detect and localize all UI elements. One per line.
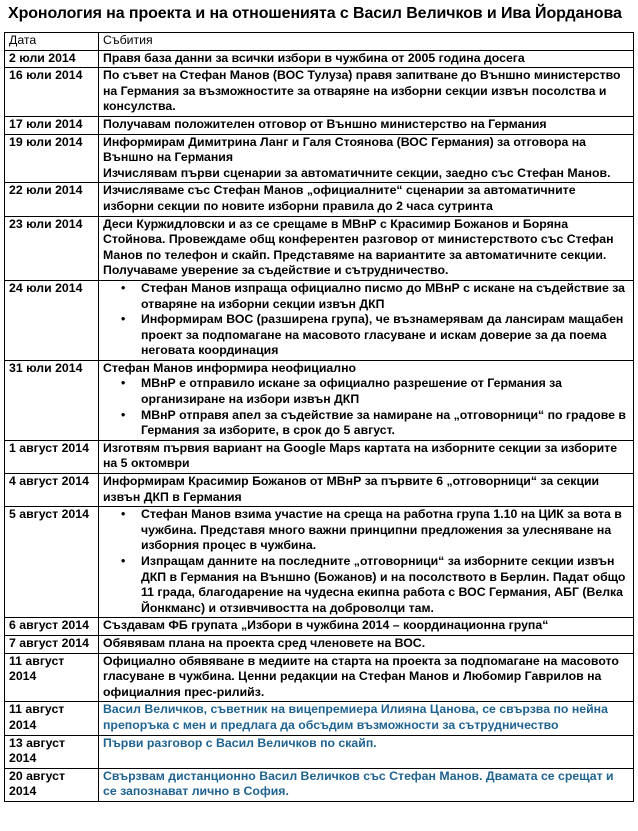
table-row bbox=[5, 183, 634, 216]
table-row bbox=[5, 653, 634, 702]
row-date: 6 август 2014 bbox=[5, 618, 99, 636]
event-bullet: • Информирам ВОС (разширена група), че възнамерявам да лансирам мащабен проект за подпомагане на масовото гласуване и искам доверие за да поема неговата координация bbox=[141, 312, 629, 359]
event-bullet-list bbox=[103, 507, 629, 616]
table-row bbox=[5, 360, 634, 440]
event-text: Създавам ФБ групата „Избори в чужбина 2014 – координационна група“ bbox=[103, 618, 549, 633]
table-row bbox=[5, 735, 634, 768]
row-events bbox=[99, 768, 634, 801]
event-text: Стефан Манов информира неофициално bbox=[103, 360, 357, 375]
row-date: 1 август 2014 bbox=[5, 440, 99, 473]
event-bullet: • Стефан Манов взима участие на среща на работна група 1.10 на ЦИК за вота в чужбина. Представя много важни принципни предложения за улесняване на изборния процес в чужбина. bbox=[141, 507, 629, 554]
event-text: Деси Куржидловски и аз се срещаме в МВнР с Красимир Божанов и Боряна Стойнова. Провеждаме общ конферентен разговор от министерството със Стефан Манов по телефон и скайп. Представяме на вариантите за автоматичните секции. Получаваме уверение за съдействие и сътрудничество. bbox=[103, 216, 614, 278]
event-text: Информирам Димитрина Ланг и Галя Стоянова (ВОС Германия) за отговора на Външно на Германия bbox=[103, 134, 586, 165]
table-row bbox=[5, 440, 634, 473]
row-events bbox=[99, 702, 634, 735]
table-row bbox=[5, 507, 634, 618]
event-text: Първи разговор с Васил Величков по скайп. bbox=[103, 735, 377, 750]
row-date: 31 юли 2014 bbox=[5, 360, 99, 440]
row-date: 7 август 2014 bbox=[5, 635, 99, 653]
event-text: По съвет на Стефан Манов (ВОС Тулуза) правя запитване до Външно министерство на Германия за възможностите за отваряне на изборни секции извън посолства и консулства. bbox=[103, 68, 621, 114]
table-row bbox=[5, 280, 634, 360]
event-text: Изчислявам първи сценарии за автоматичните секции, заедно със Стефан Манов. bbox=[103, 165, 611, 180]
header-events: Събития bbox=[99, 33, 634, 51]
row-events bbox=[99, 474, 634, 507]
row-events bbox=[99, 280, 634, 360]
event-bullet-list bbox=[103, 281, 629, 359]
table-row bbox=[5, 134, 634, 183]
event-bullet-list bbox=[103, 376, 629, 438]
row-date: 16 юли 2014 bbox=[5, 68, 99, 117]
row-events bbox=[99, 618, 634, 636]
event-text: Правя база данни за всички избори в чужбина от 2005 година досега bbox=[103, 50, 525, 65]
event-text: Изготвям първия вариант на Google Maps картата на изборните секции за изборите на 5 октомври bbox=[103, 440, 618, 471]
row-date: 17 юли 2014 bbox=[5, 116, 99, 134]
row-date: 13 август 2014 bbox=[5, 735, 99, 768]
row-events bbox=[99, 653, 634, 702]
row-date: 23 юли 2014 bbox=[5, 216, 99, 280]
chronology-table bbox=[4, 32, 634, 802]
table-row bbox=[5, 618, 634, 636]
row-events bbox=[99, 216, 634, 280]
event-text: Изчисляваме със Стефан Манов „официалните“ сценарии за автоматичните изборни секции по новите изборни правила до 2 часа сутринта bbox=[103, 183, 576, 213]
row-date: 2 юли 2014 bbox=[5, 50, 99, 68]
row-date: 5 август 2014 bbox=[5, 507, 99, 618]
row-events bbox=[99, 635, 634, 653]
row-events bbox=[99, 50, 634, 68]
row-events bbox=[99, 440, 634, 473]
event-text: Получавам положителен отговор от Външно министерство на Германия bbox=[103, 116, 547, 131]
row-events bbox=[99, 735, 634, 768]
event-text: Свързвам дистанционно Васил Величков със Стефан Манов. Двамата се срещат и се запознават лично в София. bbox=[103, 768, 614, 799]
table-row bbox=[5, 474, 634, 507]
row-date: 24 юли 2014 bbox=[5, 280, 99, 360]
header-date: Дата bbox=[5, 33, 99, 51]
event-bullet: • МВнР е отправило искане за официално разрешение от Германия за организиране на избори извън ДКП bbox=[141, 376, 629, 407]
table-row bbox=[5, 702, 634, 735]
event-text: Обявявам плана на проекта сред членовете на ВОС. bbox=[103, 635, 426, 650]
document-title: Хронология на проекта и на отношенията с Васил Величков и Ива Йорданова bbox=[8, 5, 622, 22]
table-row bbox=[5, 635, 634, 653]
row-date: 22 юли 2014 bbox=[5, 183, 99, 216]
row-events bbox=[99, 116, 634, 134]
row-date: 20 август 2014 bbox=[5, 768, 99, 801]
event-bullet: • МВнР отправя апел за съдействие за намиране на „отговорници“ по градове в Германия за изборите, в срок до 5 август. bbox=[141, 408, 629, 439]
table-row bbox=[5, 768, 634, 801]
row-events bbox=[99, 183, 634, 216]
event-text: Официално обявяване в медиите на старта на проекта за подпомагане на масовото гласуване в чужбина. Ценни редакции на Стефан Манов и Любомир Гаврилов на официалния прес-рилийз. bbox=[103, 653, 619, 699]
event-bullet: • Стефан Манов изпраща официално писмо до МВнР с искане на съдействие за отваряне на изборни секции извън ДКП bbox=[141, 281, 629, 312]
row-events bbox=[99, 360, 634, 440]
row-events bbox=[99, 134, 634, 183]
event-bullet: • Изпращам данните на последните „отговорници“ за изборните секции извън ДКП в Германия на Външно (Божанов) и на посолството в Берлин. Падат общо 11 града, благодарение на чудесна екипна работа с ВОС Германия, АБГ (Велка Йонкманс) и отзивчивостта на доброволци там. bbox=[141, 554, 629, 616]
table-row bbox=[5, 68, 634, 117]
event-text: Информирам Красимир Божанов от МВнР за първите 6 „отговорници“ за секции извън ДКП в Германия bbox=[103, 474, 600, 504]
row-date: 19 юли 2014 bbox=[5, 134, 99, 183]
row-events bbox=[99, 68, 634, 117]
table-header-row bbox=[5, 33, 634, 51]
table-row bbox=[5, 116, 634, 134]
row-date: 11 август 2014 bbox=[5, 653, 99, 702]
event-text: Васил Величков, съветник на вицепремиера Илияна Цанова, се свързва по нейна препоръка с мен и предлага да обсъдим възможности за сътрудничество bbox=[103, 702, 608, 732]
row-date: 4 август 2014 bbox=[5, 474, 99, 507]
table-row bbox=[5, 216, 634, 280]
row-date: 11 август 2014 bbox=[5, 702, 99, 735]
table-row bbox=[5, 50, 634, 68]
row-events bbox=[99, 507, 634, 618]
